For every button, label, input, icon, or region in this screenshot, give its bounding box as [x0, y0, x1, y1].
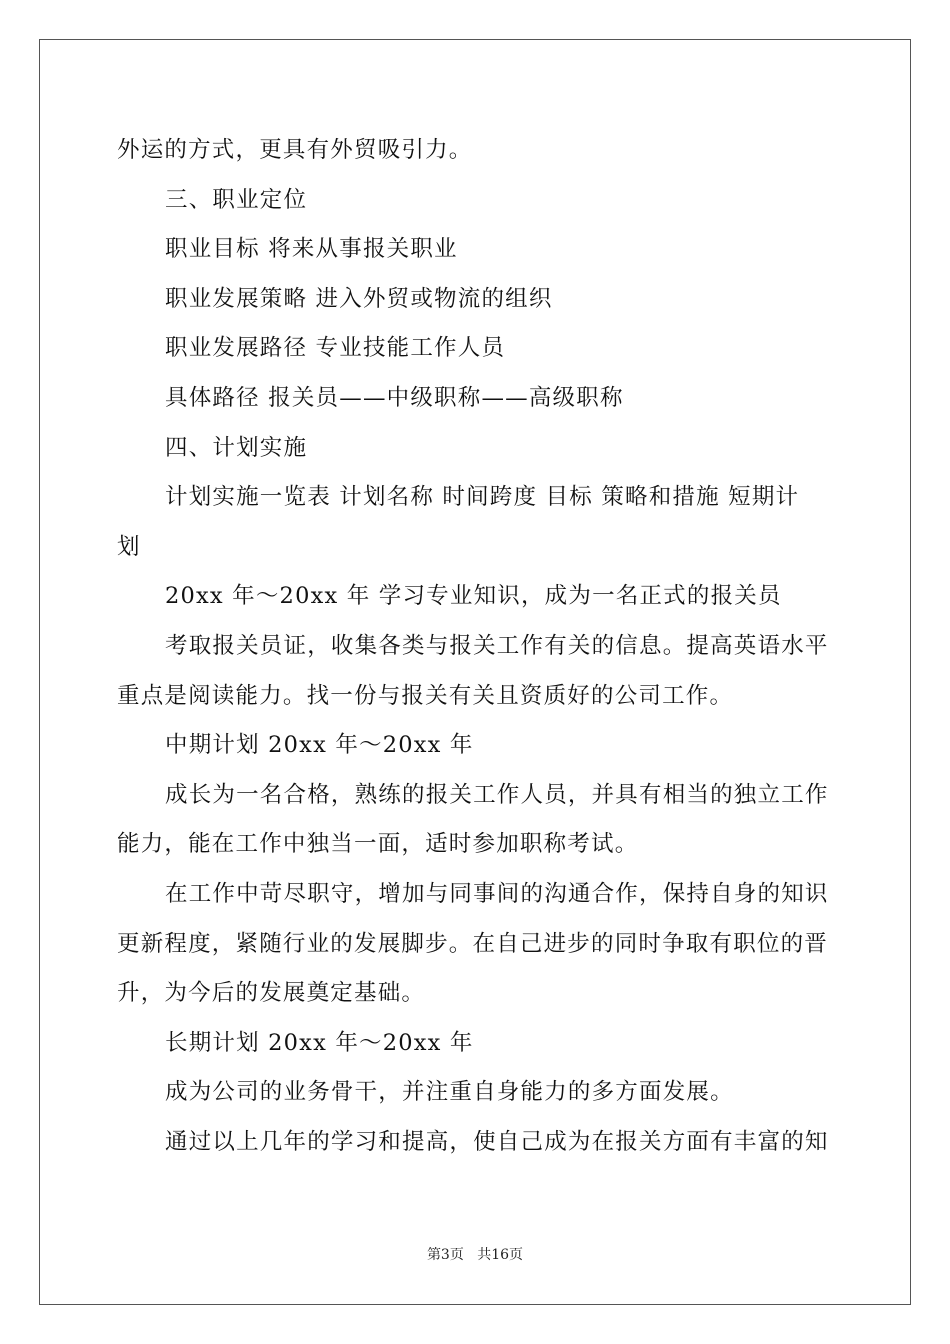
section-heading: 三、职业定位 [165, 186, 308, 213]
text-line: 更新程度，紧随行业的发展脚步。在自己进步的同时争取有职位的晋 [117, 930, 829, 957]
text-line: 20xx 年～20xx 年 学习专业知识，成为一名正式的报关员 [165, 583, 782, 610]
text-line: 具体路径 报关员——中级职称——高级职称 [165, 384, 624, 411]
section-heading: 四、计划实施 [165, 434, 308, 461]
text-line: 能力，能在工作中独当一面，适时参加职称考试。 [117, 831, 639, 858]
text-line: 在工作中苛尽职守，增加与同事间的沟通合作，保持自身的知识 [165, 880, 829, 907]
text-line: 职业目标 将来从事报关职业 [165, 236, 458, 263]
text-line: 划 [117, 533, 141, 560]
page-total: 共16页 [477, 1247, 524, 1263]
text-line: 考取报关员证，收集各类与报关工作有关的信息。提高英语水平 [165, 632, 829, 659]
text-line: 外运的方式，更具有外贸吸引力。 [117, 137, 473, 163]
text-line: 职业发展策略 进入外贸或物流的组织 [165, 285, 553, 312]
page-footer [0, 1245, 950, 1265]
page-number: 第3页 [426, 1247, 464, 1263]
text-line: 成为公司的业务骨干，并注重自身能力的多方面发展。 [165, 1079, 734, 1106]
text-line: 通过以上几年的学习和提高，使自己成为在报关方面有丰富的知 [165, 1128, 829, 1155]
text-line: 计划实施一览表 计划名称 时间跨度 目标 策略和措施 短期计 [165, 484, 800, 511]
text-line: 职业发展路径 专业技能工作人员 [165, 335, 506, 362]
text-line: 重点是阅读能力。找一份与报关有关且资质好的公司工作。 [117, 682, 734, 709]
text-line: 升，为今后的发展奠定基础。 [117, 980, 426, 1007]
document-body [117, 126, 835, 1167]
text-line: 中期计划 20xx 年～20xx 年 [165, 732, 474, 759]
text-line: 成长为一名合格，熟练的报关工作人员，并具有相当的独立工作 [165, 781, 829, 808]
text-line: 长期计划 20xx 年～20xx 年 [165, 1029, 474, 1056]
